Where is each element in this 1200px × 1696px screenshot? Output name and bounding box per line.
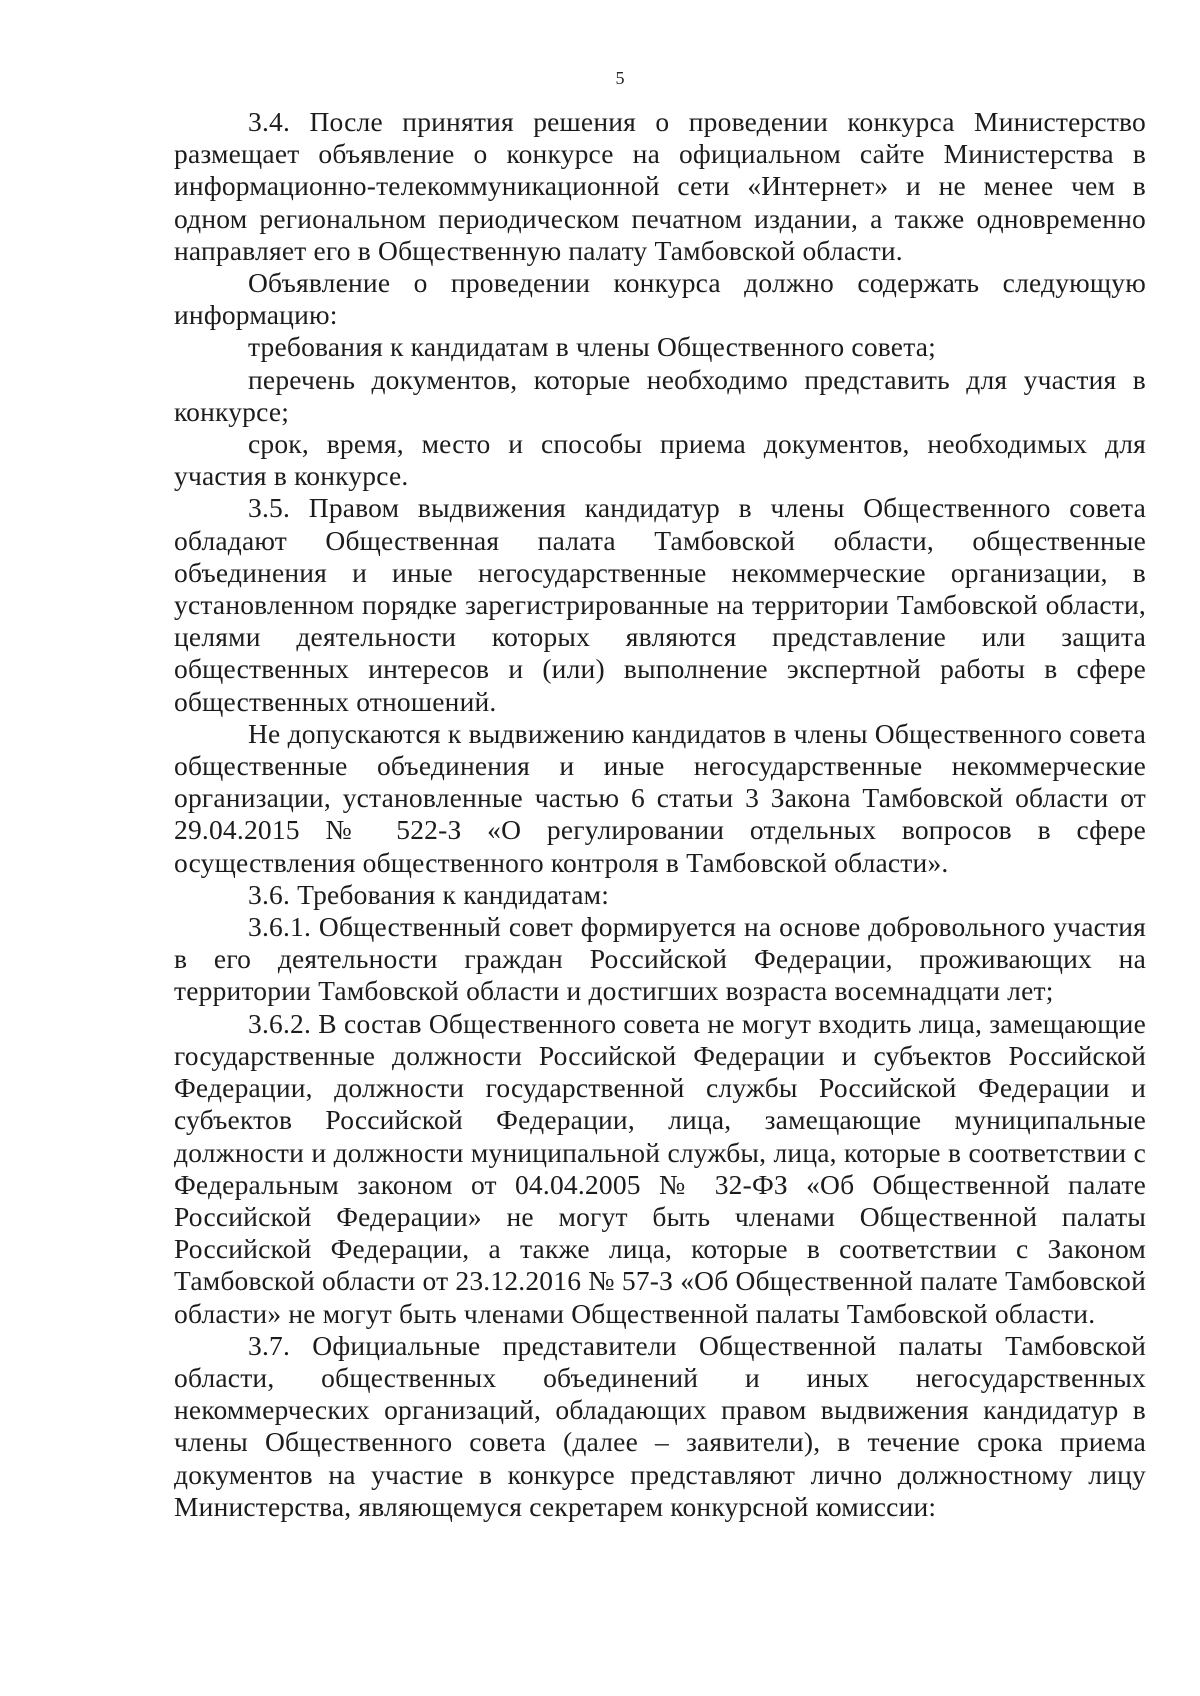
paragraph-requirements-item: требования к кандидатам в члены Общественного совета;: [248, 331, 937, 363]
paragraph-documents-item: перечень документов, которые необходимо представить для участия в конкурсе;: [174, 363, 1146, 427]
paragraph-announcement-content: Объявление о проведении конкурса должно содержать следующую информацию:: [174, 267, 1146, 331]
page-number: 5: [615, 68, 625, 88]
paragraph-3-6-1: 3.6.1. Общественный совет формируется на основе добровольного участия в его деятельности граждан Российской Федерации, проживающих на территории Тамбовской области и достигших возраста восемнадцати лет;: [174, 911, 1146, 1007]
paragraph-3-6-2: 3.6.2. В состав Общественного совета не могут входить лица, замещающие государственные должности Российской Федерации и субъектов Российской Федерации, должности государственной службы Российской Федерации и субъектов Российской Федерации, лица, замещающие муниципальные должности и должности муниципальной службы, лица, которые в соответствии с Федеральным законом от 04.04.2005 № 32-ФЗ «Об Общественной палате Российской Федерации» не могут быть членами Общественной палаты Российской Федерации, а также лица, которые в соответствии с Законом Тамбовской области от 23.12.2016 № 57-З «Об Общественной палате Тамбовской области» не могут быть членами Общественной палаты Тамбовской области.: [174, 1007, 1146, 1329]
paragraph-3-6: 3.6. Требования к кандидатам:: [248, 878, 610, 910]
document-body: [174, 106, 1146, 1523]
paragraph-3-5: 3.5. Правом выдвижения кандидатур в члены Общественного совета обладают Общественная палата Тамбовской области, общественные объединения и иные негосударственные некоммерческие организации, в установленном порядке зарегистрированные на территории Тамбовской области, целями деятельности которых являются представление или защита общественных интересов и (или) выполнение экспертной работы в сфере общественных отношений.: [174, 492, 1146, 717]
paragraph-3-7: 3.7. Официальные представители Общественной палаты Тамбовской области, общественных объединений и иных негосударственных некоммерческих организаций, обладающих правом выдвижения кандидатур в члены Общественного совета (далее – заявители), в течение срока приема документов на участие в конкурсе представляют лично должностному лицу Министерства, являющемуся секретарем конкурсной комиссии:: [174, 1329, 1146, 1522]
paragraph-3-4: 3.4. После принятия решения о проведении конкурса Министерство размещает объявление о конкурсе на официальном сайте Министерства в информационно-телекоммуникационной сети «Интернет» и не менее чем в одном региональном периодическом печатном издании, а также одновременно направляет его в Общественную палату Тамбовской области.: [174, 106, 1146, 266]
paragraph-exclusions: Не допускаются к выдвижению кандидатов в члены Общественного совета общественные объединения и иные негосударственные некоммерческие организации, установленные частью 6 статьи 3 Закона Тамбовской области от 29.04.2015 № 522-З «О регулировании отдельных вопросов в сфере осуществления общественного контроля в Тамбовской области».: [174, 717, 1146, 878]
paragraph-deadline-item: срок, время, место и способы приема документов, необходимых для участия в конкурсе.: [174, 428, 1146, 492]
